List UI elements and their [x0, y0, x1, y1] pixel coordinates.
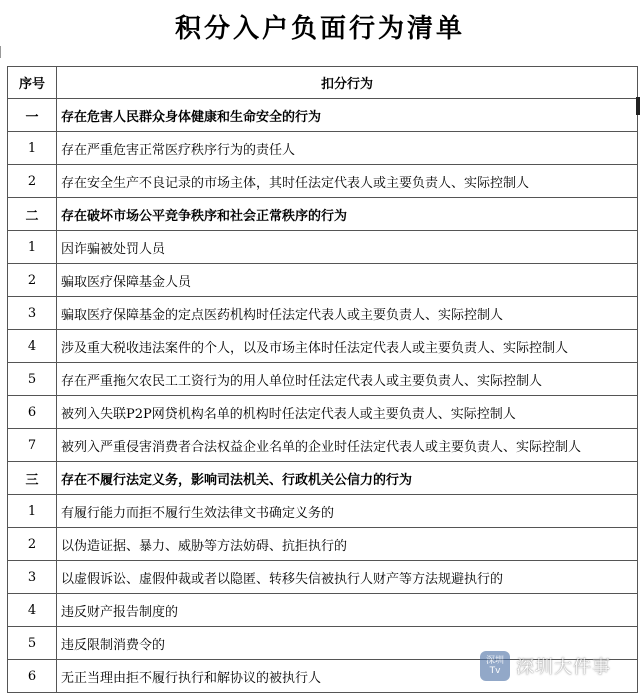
row-behavior: 被列入失联P2P网贷机构名单的机构时任法定代表人或主要负责人、实际控制人 [57, 396, 638, 429]
watermark-logo-icon [480, 651, 510, 681]
table-row [8, 165, 638, 198]
row-behavior: 有履行能力而拒不履行生效法律文书确定义务的 [57, 495, 638, 528]
row-index: 1 [8, 231, 57, 264]
row-index: 1 [8, 132, 57, 165]
table-header-row [8, 67, 638, 99]
row-index: 2 [8, 165, 57, 198]
watermark [480, 646, 640, 686]
row-behavior: 因诈骗被处罚人员 [57, 231, 638, 264]
watermark-logo-line1: 深圳 [485, 656, 504, 666]
row-index: 3 [8, 561, 57, 594]
row-index: 6 [8, 396, 57, 429]
table-row [8, 297, 638, 330]
row-index: 6 [8, 660, 57, 693]
row-index: 5 [8, 363, 57, 396]
right-margin-mark [636, 97, 640, 115]
section-row [8, 99, 638, 132]
row-behavior: 存在严重拖欠农民工工资行为的用人单位时任法定代表人或主要负责人、实际控制人 [57, 363, 638, 396]
table-row [8, 561, 638, 594]
table-row [8, 231, 638, 264]
table-row [8, 264, 638, 297]
header-behavior: 扣分行为 [57, 67, 638, 99]
watermark-logo-line2: Tv [489, 666, 501, 676]
table-row [8, 495, 638, 528]
row-index: 2 [8, 264, 57, 297]
row-behavior: 涉及重大税收违法案件的个人，以及市场主体时任法定代表人或主要负责人、实际控制人 [57, 330, 638, 363]
table-row [8, 528, 638, 561]
row-behavior: 存在危害人民群众身体健康和生命安全的行为 [57, 99, 638, 132]
row-index: 一 [8, 99, 57, 132]
row-behavior: 以伪造证据、暴力、威胁等方法妨碍、抗拒执行的 [57, 528, 638, 561]
table-row [8, 594, 638, 627]
row-behavior: 骗取医疗保障基金的定点医药机构时任法定代表人或主要负责人、实际控制人 [57, 297, 638, 330]
row-behavior: 无正当理由拒不履行执行和解协议的被执行人 [57, 660, 638, 693]
table-row [8, 396, 638, 429]
watermark-text: 深圳大件事 [516, 657, 611, 678]
row-index: 4 [8, 330, 57, 363]
row-behavior: 存在严重危害正常医疗秩序行为的责任人 [57, 132, 638, 165]
row-index: 三 [8, 462, 57, 495]
section-row [8, 462, 638, 495]
negative-behavior-table [7, 66, 638, 693]
row-index: 2 [8, 528, 57, 561]
left-margin-mark [0, 46, 4, 58]
row-behavior: 被列入严重侵害消费者合法权益企业名单的企业时任法定代表人或主要负责人、实际控制人 [57, 429, 638, 462]
row-index: 4 [8, 594, 57, 627]
section-row [8, 198, 638, 231]
page-title: 积分入户负面行为清单 [174, 14, 465, 44]
row-index: 1 [8, 495, 57, 528]
row-index: 二 [8, 198, 57, 231]
row-index: 3 [8, 297, 57, 330]
row-index: 5 [8, 627, 57, 660]
row-behavior: 存在破坏市场公平竞争秩序和社会正常秩序的行为 [57, 198, 638, 231]
table-row [8, 363, 638, 396]
row-behavior: 存在不履行法定义务，影响司法机关、行政机关公信力的行为 [57, 462, 638, 495]
header-index: 序号 [8, 67, 57, 99]
row-behavior: 骗取医疗保障基金人员 [57, 264, 638, 297]
row-index: 7 [8, 429, 57, 462]
row-behavior: 违反财产报告制度的 [57, 594, 638, 627]
row-behavior: 存在安全生产不良记录的市场主体，其时任法定代表人或主要负责人、实际控制人 [57, 165, 638, 198]
table-row [8, 132, 638, 165]
row-behavior: 违反限制消费令的 [57, 627, 638, 660]
table-row [8, 429, 638, 462]
table-row [8, 330, 638, 363]
row-behavior: 以虚假诉讼、虚假仲裁或者以隐匿、转移失信被执行人财产等方法规避执行的 [57, 561, 638, 594]
